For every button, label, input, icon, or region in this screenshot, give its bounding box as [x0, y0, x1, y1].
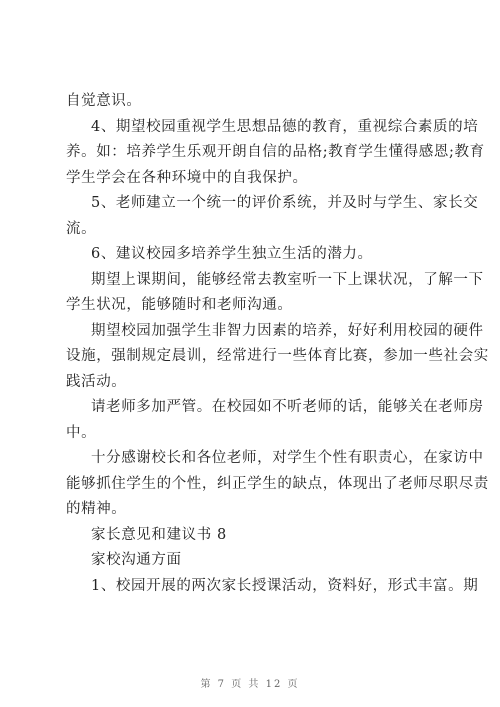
text-line: 1、校园开展的两次家长授课活动，资料好，形式丰富。期: [91, 578, 479, 594]
text-line: 期望上课期间，能够经常去教室听一下上课状况，了解一下: [91, 272, 484, 288]
text-line: 十分感谢校长和各位老师，对学生个性有职责心，在家访中: [91, 450, 484, 466]
text-line: 能够抓住学生的个性，纠正学生的缺点，体现出了老师尽职尽责: [66, 476, 489, 492]
subsection-heading: 家校沟通方面: [91, 552, 182, 568]
text-line: 设施，强制规定晨训，经常进行一些体育比赛，参加一些社会实: [66, 348, 489, 364]
text-line: 4、期望校园重视学生思想品德的教育，重视综合素质的培: [91, 119, 479, 135]
text-line: 6、建议校园多培养学生独立生活的潜力。: [91, 246, 373, 262]
text-line: 自觉意识。: [66, 93, 142, 109]
text-line: 流。: [66, 221, 97, 237]
section-heading: 家长意见和建议书 8: [91, 527, 227, 543]
text-line: 的精神。: [66, 501, 127, 517]
text-line: 学生状况，能够随时和老师沟通。: [66, 297, 293, 313]
text-line: 践活动。: [66, 374, 127, 390]
page-footer: 第 7 页 共 12 页: [200, 679, 300, 690]
text-line: 学生学会在各种环境中的自我保护。: [66, 170, 308, 186]
text-line: 5、老师建立一个统一的评价系统，并及时与学生、家长交: [91, 195, 479, 211]
text-line: 期望校园加强学生非智力因素的培养，好好利用校园的硬件: [91, 323, 484, 339]
text-line: 养。如：培养学生乐观开朗自信的品格;教育学生懂得感恩;教育: [66, 144, 485, 160]
text-line: 请老师多加严管。在校园如不听老师的话，能够关在老师房: [91, 399, 484, 415]
text-line: 中。: [66, 425, 97, 441]
